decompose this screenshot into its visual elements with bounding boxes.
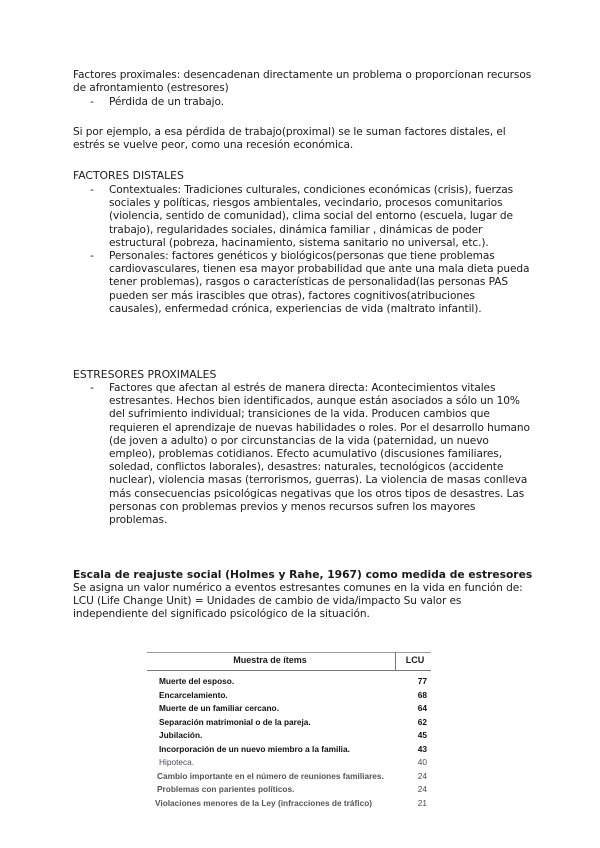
proximales-list: [90, 382, 530, 527]
distales-heading: FACTORES DISTALES: [73, 169, 184, 182]
table-row: [147, 782, 431, 796]
intro-bullet: - Pérdida de un trabajo.: [90, 96, 530, 109]
row-lcu: 21: [417, 797, 427, 808]
row-item: Encarcelamiento.: [159, 689, 228, 700]
table-row: [147, 688, 431, 702]
table-row: [147, 728, 431, 742]
distales-item-personales: - Personales: factores genéticos y biológicos(personas que tiene problemas cardiovasculares, tienen esa mayor probabilidad que ante una mala dieta pueda tener problemas), rasgos o características de personalidad(las personas PAS pueden ser más irascibles que otras), factores cognitivos(atribuciones causales), enfermedad crónica, experiencias de vida (maltrato infantil).: [90, 250, 530, 316]
row-lcu: 40: [417, 757, 427, 767]
row-item: Problemas con parientes políticos.: [157, 784, 295, 794]
row-lcu: 77: [417, 676, 427, 686]
table-header: [147, 652, 431, 671]
table-row: [147, 796, 431, 810]
escala-paragraph: Se asigna un valor numérico a eventos estresantes comunes en la vida en función de: LCU (Life Change Unit) = Unidades de cambio de vida/impacto Su valor es independiente del significado psicológico de la situación.: [73, 582, 523, 621]
row-item: Violaciones menores de la Ley (infracciones de tráfico): [155, 797, 373, 808]
row-item: Muerte de un familiar cercano.: [159, 703, 279, 713]
row-lcu: 43: [417, 743, 427, 754]
distales-list: [90, 184, 530, 316]
column-header-lcu: LCU: [405, 655, 425, 665]
row-lcu: 62: [417, 716, 427, 727]
proximales-item: - Factores que afectan al estrés de manera directa: Acontecimientos vitales estresantes. Hechos bien identificados, aunque están asociados a sólo un 10% del sufrimiento individual; transiciones de la vida. Producen cambios que requieren el aprendizaje de nuevas habilidades o roles. Por el desarrollo humano (de joven a adulto) o por circunstancias de la vida (paternidad, un nuevo empleo), problemas cotidianos. Efecto acumulativo (discusiones familiares, soledad, conflictos laborales), desastres: naturales, tecnológicos (accidente nuclear), violencia masas (terrorismos, guerras). La violencia de masas conlleva más consecuencias psicológicas negativas que los otros tipos de desastres. Las personas con problemas previos y menos recursos sufren los mayores problemas.: [90, 382, 530, 527]
table-row: [147, 701, 431, 715]
lcu-table: [147, 652, 431, 809]
row-lcu: 24: [417, 770, 427, 781]
column-header-items: Muestra de ítems: [233, 655, 307, 665]
row-item: Separación matrimonial o de la pareja.: [159, 716, 311, 727]
row-lcu: 24: [417, 784, 427, 794]
escala-heading: Escala de reajuste social (Holmes y Rahe, 1967) como medida de estresores: [73, 568, 533, 581]
row-item: Jubilación.: [159, 730, 203, 740]
example-paragraph: Si por ejemplo, a esa pérdida de trabajo(proximal) se le suman factores distales, el estrés se vuelve peor, como una recesión económica.: [73, 126, 506, 152]
row-item: Cambio importante en el número de reuniones familiares.: [157, 770, 384, 781]
table-row: [147, 755, 431, 769]
table-row: [147, 742, 431, 756]
row-lcu: 45: [417, 730, 427, 740]
distales-item-contextuales: - Contextuales: Tradiciones culturales, condiciones económicas (crisis), fuerzas sociales y políticas, riesgos ambientales, vecindario, procesos comunitarios (violencia, sentido de comunidad), clima social del entorno (escuela, lugar de trabajo), regularidades sociales, dinámica familiar , dinámicas de poder estructural (pobreza, hacinamiento, sistema sanitario no universal, etc.).: [90, 184, 530, 250]
row-item: Muerte del esposo.: [159, 676, 235, 686]
row-item: Hipoteca.: [159, 757, 195, 767]
row-lcu: 68: [417, 689, 427, 700]
table-row: [147, 674, 431, 688]
table-row: [147, 715, 431, 729]
proximales-heading: ESTRESORES PROXIMALES: [73, 368, 217, 381]
row-item: Incorporación de un nuevo miembro a la familia.: [159, 743, 350, 754]
table-row: [147, 769, 431, 783]
intro-paragraph: Factores proximales: desencadenan directamente un problema o proporcionan recursos de afrontamiento (estresores): [73, 69, 532, 95]
row-lcu: 64: [417, 703, 427, 713]
intro-list: [90, 96, 530, 109]
